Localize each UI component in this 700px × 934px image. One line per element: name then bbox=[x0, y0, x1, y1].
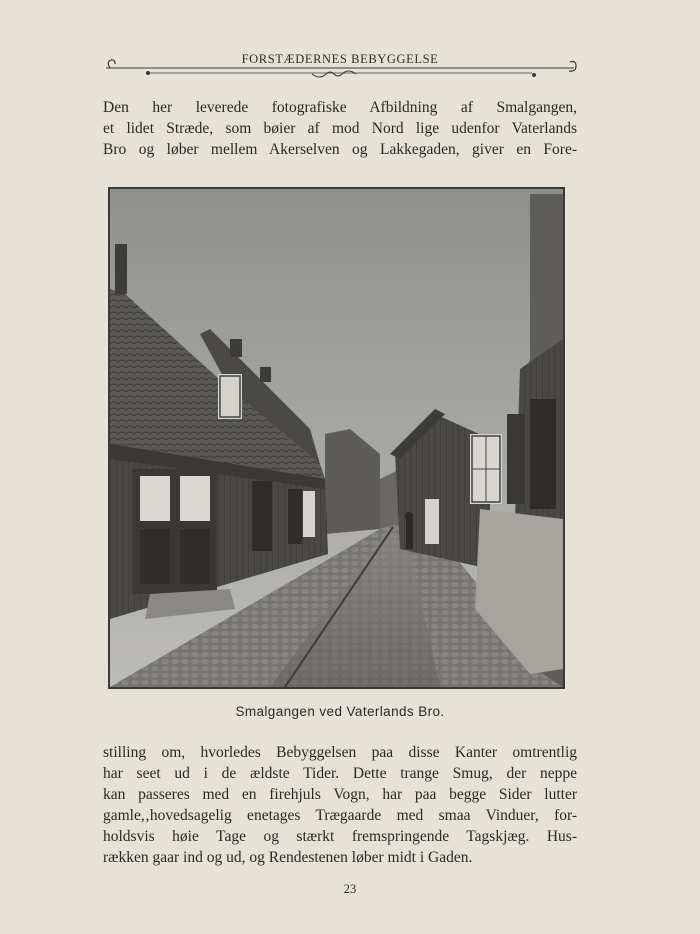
street-photograph bbox=[108, 187, 565, 689]
text-line: har seet ud i de ældste Tider. Dette trange Smug, der neppe bbox=[103, 765, 577, 782]
text-line: gamle,‚hovedsagelig enetages Trægaarde med smaa Vinduer, for- bbox=[103, 807, 577, 824]
page-number: 23 bbox=[343, 882, 357, 896]
text-line: Den her leverede fotografiske Afbildning af Smalgangen, bbox=[103, 99, 577, 116]
paragraph-continuation bbox=[103, 742, 577, 868]
figure-caption: Smalgangen ved Vaterlands Bro. bbox=[235, 704, 445, 719]
text-line: kan passeres med en firehjuls Vogn, har paa begge Sider lutter bbox=[103, 786, 577, 803]
text-line: et lidet Stræde, som bøier af mod Nord lige udenfor Vaterlands bbox=[103, 120, 577, 137]
photo-illustration bbox=[110, 189, 563, 687]
text-line: Bro og løber mellem Akerselven og Lakkegaden, giver en Fore- bbox=[103, 141, 577, 158]
text-line: rækken gaar ind og ud, og Rendestenen løber midt i Gaden. bbox=[103, 849, 473, 866]
header-title: FORSTÆDERNES BEBYGGELSE bbox=[241, 52, 439, 66]
paragraph-intro bbox=[103, 97, 577, 160]
running-header bbox=[100, 50, 580, 86]
text-line: stilling om, hvorledes Bebyggelsen paa disse Kanter omtrentlig bbox=[103, 744, 577, 761]
text-line: holdsvis høie Tage og stærkt fremspringende Tagskjæg. Hus- bbox=[103, 828, 577, 845]
